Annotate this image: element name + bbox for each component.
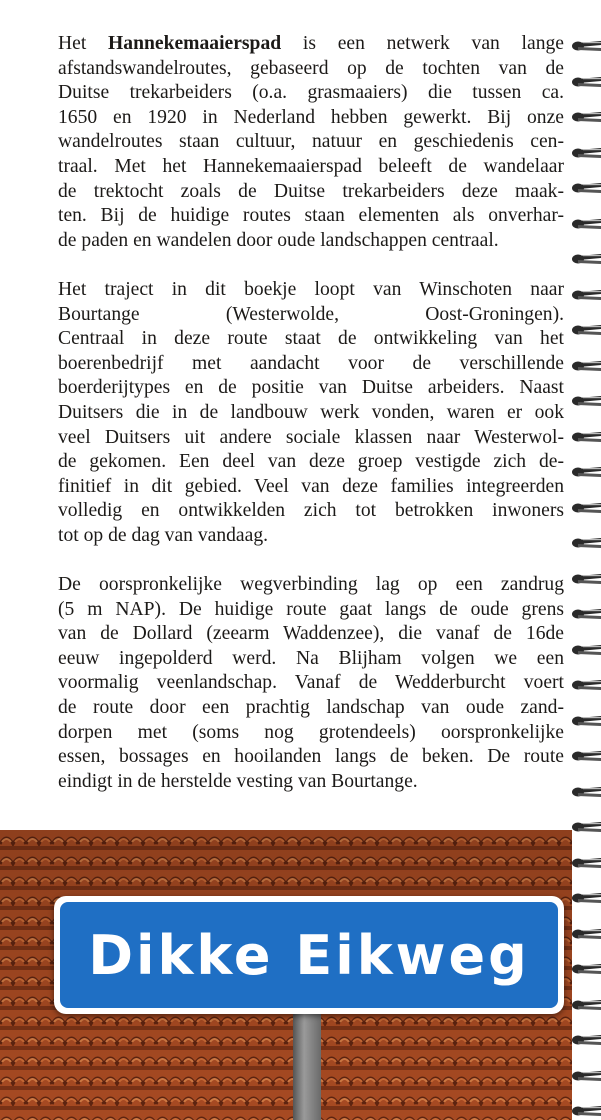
text-line: Duitsers die in de landbouw werk vonden, waren er ook	[58, 401, 564, 423]
text-line: tot op de dag van vandaag.	[58, 524, 269, 546]
spiral-ring-icon	[569, 784, 601, 800]
spiral-ring-icon	[569, 287, 601, 303]
text-line: boerderijtypes en de positie van Duitse arbeiders. Naast	[58, 377, 564, 399]
text-line: eeuw ingepolderd werd. Na Blijham volgen we een	[58, 647, 564, 669]
spiral-ring-icon	[569, 855, 601, 871]
text-line: Het traject in dit boekje loopt van Winschoten naar	[58, 278, 564, 300]
text-line: Centraal in deze route staat de ontwikkeling van het	[58, 328, 564, 350]
text-line: de gekomen. Een deel van deze groep vestigde zich de-	[58, 451, 564, 473]
spiral-ring-icon	[569, 606, 601, 622]
spiral-ring-icon	[569, 926, 601, 942]
text-line: de paden en wandelen door oude landschappen centraal.	[58, 229, 499, 251]
body-text	[58, 32, 564, 819]
text-line: (5 m NAP). De huidige route gaat langs de oude grens	[58, 598, 564, 620]
spiral-ring-icon	[569, 109, 601, 125]
spiral-ring-icon	[569, 464, 601, 480]
text-line: voormalig veenlandschap. Vanaf de Wedderburcht voert	[58, 672, 564, 694]
text-line: volledig en ontwikkelden zich tot betrokken inwoners	[58, 500, 564, 522]
street-sign	[54, 896, 564, 1014]
text-line	[58, 32, 564, 57]
text-line: de trektocht zoals de Duitse trekarbeiders deze maak-	[58, 180, 564, 202]
spiral-ring-icon	[569, 500, 601, 516]
text-line: 1650 en 1920 in Nederland hebben gewerkt. Bij onze	[58, 106, 564, 128]
text-line: dorpen met (soms nog grotendeels) oorspronkelijke	[58, 721, 564, 743]
text-line: wandelroutes staan cultuur, natuur en geschiedenis cen-	[58, 131, 564, 153]
spiral-ring-icon	[569, 535, 601, 551]
spiral-ring-icon	[569, 322, 601, 338]
text-line: afstandswandelroutes, gebaseerd op de tochten van de	[58, 57, 564, 79]
spiral-binding-icon	[561, 0, 601, 1120]
text-line: Duitse trekarbeiders (o.a. grasmaaiers) die tussen ca.	[58, 82, 564, 104]
spiral-ring-icon	[569, 819, 601, 835]
spiral-ring-icon	[569, 358, 601, 374]
paragraph	[58, 278, 564, 549]
spiral-ring-icon	[569, 1032, 601, 1048]
text-line: De oorspronkelijke wegverbinding lag op een zandrug	[58, 574, 564, 596]
text-line: Bourtange (Westerwolde, Oost-Groningen).	[58, 303, 564, 325]
text-line: essen, bossages en hooilanden langs de beken. De route	[58, 746, 564, 768]
paragraph	[58, 573, 564, 794]
text-line: de route door een prachtig landschap van oude zand-	[58, 697, 564, 719]
spiral-ring-icon	[569, 890, 601, 906]
text-line: veel Duitsers uit andere sociale klassen naar Westerwol-	[58, 426, 564, 448]
spiral-ring-icon	[569, 961, 601, 977]
spiral-ring-icon	[569, 216, 601, 232]
text-line: eindigt in de herstelde vesting van Bourtange.	[58, 770, 418, 792]
text-segment: is een netwerk van lange	[281, 33, 564, 54]
spiral-ring-icon	[569, 997, 601, 1013]
text-line: ten. Bij de huidige routes staan elementen als onverhar-	[58, 205, 564, 227]
spiral-ring-icon	[569, 642, 601, 658]
spiral-ring-icon	[569, 393, 601, 409]
text-line: boerenbedrijf met aandacht voor de verschillende	[58, 352, 564, 374]
street-sign-text: Dikke Eikweg	[88, 923, 530, 987]
sign-pole	[293, 1014, 321, 1120]
spiral-ring-icon	[569, 1103, 601, 1119]
text-line: traal. Met het Hannekemaaierspad beleeft de wandelaar	[58, 155, 564, 177]
spiral-ring-icon	[569, 38, 601, 54]
spiral-ring-icon	[569, 429, 601, 445]
bold-term: Hannekemaaierspad	[108, 33, 282, 54]
text-line: finitief in dit gebied. Veel van deze families integreerden	[58, 475, 564, 497]
street-sign-panel	[60, 902, 558, 1008]
spiral-ring-icon	[569, 74, 601, 90]
spiral-ring-icon	[569, 251, 601, 267]
text-line: van de Dollard (zeearm Waddenzee), die vanaf de 16de	[58, 623, 564, 645]
spiral-ring-icon	[569, 1068, 601, 1084]
spiral-ring-icon	[569, 713, 601, 729]
spiral-ring-icon	[569, 571, 601, 587]
text-segment: Het	[58, 33, 109, 54]
spiral-ring-icon	[569, 677, 601, 693]
spiral-ring-icon	[569, 748, 601, 764]
spiral-ring-icon	[569, 180, 601, 196]
spiral-ring-icon	[569, 145, 601, 161]
paragraph	[58, 32, 564, 253]
